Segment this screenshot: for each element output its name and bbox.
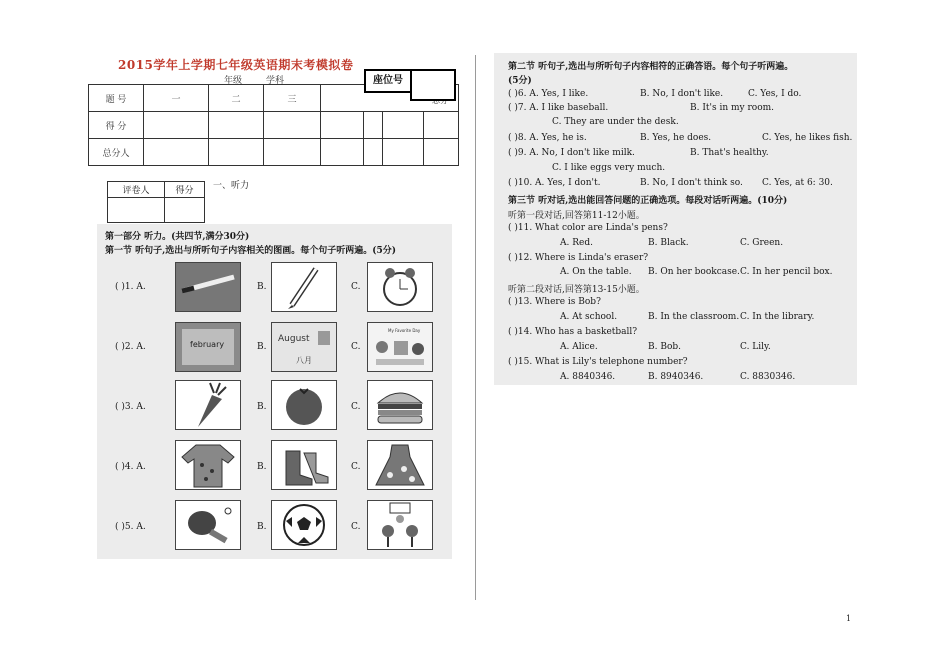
option-c: C. Lily. — [740, 342, 771, 352]
pencil-picture — [271, 262, 337, 312]
option-a: A. At school. — [560, 312, 618, 322]
option-b: B. 8940346. — [648, 372, 704, 382]
grader-table — [107, 181, 205, 223]
listening-part-two-scan — [494, 53, 857, 385]
soccer-ball-icon — [272, 501, 336, 549]
option-b-label: B. — [257, 402, 267, 412]
table-cell: 总分人 — [89, 139, 144, 166]
question-7: ( )7. A. I like baseball. — [508, 103, 609, 113]
option-b: B. No, I don't think so. — [640, 178, 743, 188]
option-b: B. On her bookcase. — [648, 267, 740, 277]
option-b: B. It's in my room. — [690, 103, 775, 113]
option-b: B. In the classroom. — [648, 312, 740, 322]
page-divider — [475, 55, 476, 600]
table-cell — [364, 112, 383, 139]
question-14: ( )14. Who has a basketball? — [508, 327, 638, 337]
part-title: 第一部分 听力。(共四节,满分30分) — [105, 232, 250, 242]
table-cell: 三 — [264, 85, 321, 112]
question-number: ( )5. A. — [115, 522, 146, 532]
august-chinese-text: 八月 — [296, 356, 312, 365]
question-8: ( )8. A. Yes, he is. — [508, 133, 587, 143]
table-row — [89, 139, 459, 166]
option-b: B. Yes, he does. — [640, 133, 712, 143]
table-cell — [424, 139, 459, 166]
ping-pong-paddle-icon — [176, 501, 240, 549]
page-number: 1 — [846, 614, 852, 623]
option-c-label: C. — [351, 462, 361, 472]
sweater-icon — [176, 441, 240, 489]
table-cell: 得 分 — [89, 112, 144, 139]
pen-icon — [176, 263, 240, 311]
table-row — [89, 112, 459, 139]
section-2-score: (5分) — [508, 76, 532, 86]
table-cell — [424, 112, 459, 139]
option-c: C. In her pencil box. — [740, 267, 833, 277]
tomato-picture — [271, 380, 337, 430]
dialog-2-instruction: 听第二段对话,回答第13-15小题。 — [508, 285, 645, 295]
question-number: ( )4. A. — [115, 462, 146, 472]
table-cell: 一 — [144, 85, 209, 112]
tomato-icon — [272, 381, 336, 429]
pencil-icon — [272, 263, 336, 311]
option-c: C. Yes, he likes fish. — [762, 133, 853, 143]
carrot-icon — [176, 381, 240, 429]
carrot-picture — [175, 380, 241, 430]
option-c: C. Green. — [740, 238, 784, 248]
option-b: B. That's healthy. — [690, 148, 769, 158]
dialog-1-instruction: 听第一段对话,回答第11-12小题。 — [508, 211, 645, 221]
table-cell: 二 — [209, 85, 264, 112]
option-b-label: B. — [257, 522, 267, 532]
seat-number-label: 座位号 — [364, 69, 412, 93]
option-b-label: B. — [257, 462, 267, 472]
calendar-title: My Favorite Day — [388, 328, 421, 333]
option-c: C. I like eggs very much. — [552, 163, 666, 173]
sweater-picture — [175, 440, 241, 490]
dress-icon — [368, 441, 432, 489]
option-a: A. On the table. — [560, 267, 632, 277]
table-cell — [144, 139, 209, 166]
option-c-label: C. — [351, 342, 361, 352]
option-b: B. Black. — [648, 238, 689, 248]
option-c: C. Yes, at 6: 30. — [762, 178, 833, 188]
table-cell — [383, 139, 424, 166]
pen-picture — [175, 262, 241, 312]
option-c: C. 8830346. — [740, 372, 796, 382]
section-3-title: 第三节 听对话,选出能回答问题的正确选项。每段对话听两遍。(10分) — [508, 196, 788, 206]
question-6: ( )6. A. Yes, I like. — [508, 89, 589, 99]
table-cell — [321, 139, 364, 166]
option-c: C. They are under the desk. — [552, 117, 679, 127]
table-cell — [321, 112, 364, 139]
question-9: ( )9. A. No, I don't like milk. — [508, 148, 635, 158]
table-cell — [209, 112, 264, 139]
hamburger-picture — [367, 380, 433, 430]
august-card-icon — [272, 323, 336, 371]
section-heading: 一、听力 — [213, 181, 250, 191]
table-cell — [165, 198, 205, 223]
listening-part-one-scan — [97, 224, 452, 559]
basketball-picture — [367, 500, 433, 550]
table-cell — [383, 112, 424, 139]
option-c-label: C. — [351, 282, 361, 292]
option-b-label: B. — [257, 282, 267, 292]
question-11: ( )11. What color are Linda's pens? — [508, 223, 668, 233]
question-number: ( )2. A. — [115, 342, 146, 352]
option-c: C. Yes, I do. — [748, 89, 802, 99]
subject-label: 学科 — [266, 76, 285, 86]
alarm-clock-icon — [368, 263, 432, 311]
boots-icon — [272, 441, 336, 489]
basketball-hoop-icon — [368, 501, 432, 549]
hamburger-icon — [368, 381, 432, 429]
february-card-icon — [176, 323, 240, 371]
boots-picture — [271, 440, 337, 490]
option-b: B. No, I don't like. — [640, 89, 724, 99]
option-c: C. In the library. — [740, 312, 815, 322]
august-text: August — [278, 334, 310, 344]
option-b-label: B. — [257, 342, 267, 352]
option-b: B. Bob. — [648, 342, 681, 352]
question-13: ( )13. Where is Bob? — [508, 297, 601, 307]
table-cell: 题 号 — [89, 85, 144, 112]
seat-number-field[interactable] — [410, 69, 456, 101]
option-c-label: C. — [351, 402, 361, 412]
question-15: ( )15. What is Lily's telephone number? — [508, 357, 688, 367]
table-cell — [108, 198, 165, 223]
clock-picture — [367, 262, 433, 312]
table-cell: 评卷人 — [108, 182, 165, 198]
question-10: ( )10. A. Yes, I don't. — [508, 178, 601, 188]
question-number: ( )3. A. — [115, 402, 146, 412]
section-2-title: 第二节 听句子,选出与所听句子内容相符的正确答语。每个句子听两遍。 — [508, 62, 794, 72]
february-card-picture — [175, 322, 241, 372]
exam-title: 2015学年上学期七年级英语期末考模拟卷 — [118, 58, 354, 72]
soccer-ball-picture — [271, 500, 337, 550]
table-cell: 得分 — [165, 182, 205, 198]
february-text: february — [190, 340, 225, 349]
section-1-title: 第一节 听句子,选出与所听句子内容相关的图画。每个句子听两遍。(5分) — [105, 246, 397, 256]
table-cell — [264, 139, 321, 166]
question-12: ( )12. Where is Linda's eraser? — [508, 253, 649, 263]
grade-label: 年级 — [224, 76, 243, 86]
dress-picture — [367, 440, 433, 490]
table-row — [108, 182, 205, 198]
option-a: A. Alice. — [560, 342, 598, 352]
calendar-picture — [367, 322, 433, 372]
table-cell — [144, 112, 209, 139]
table-cell — [209, 139, 264, 166]
question-number: ( )1. A. — [115, 282, 146, 292]
ping-pong-picture — [175, 500, 241, 550]
option-c-label: C. — [351, 522, 361, 532]
table-cell — [364, 139, 383, 166]
august-card-picture — [271, 322, 337, 372]
score-table — [88, 84, 459, 166]
calendar-icon — [368, 323, 432, 371]
option-a: A. 8840346. — [560, 372, 616, 382]
table-cell — [264, 112, 321, 139]
table-row — [108, 198, 205, 223]
option-a: A. Red. — [560, 238, 593, 248]
